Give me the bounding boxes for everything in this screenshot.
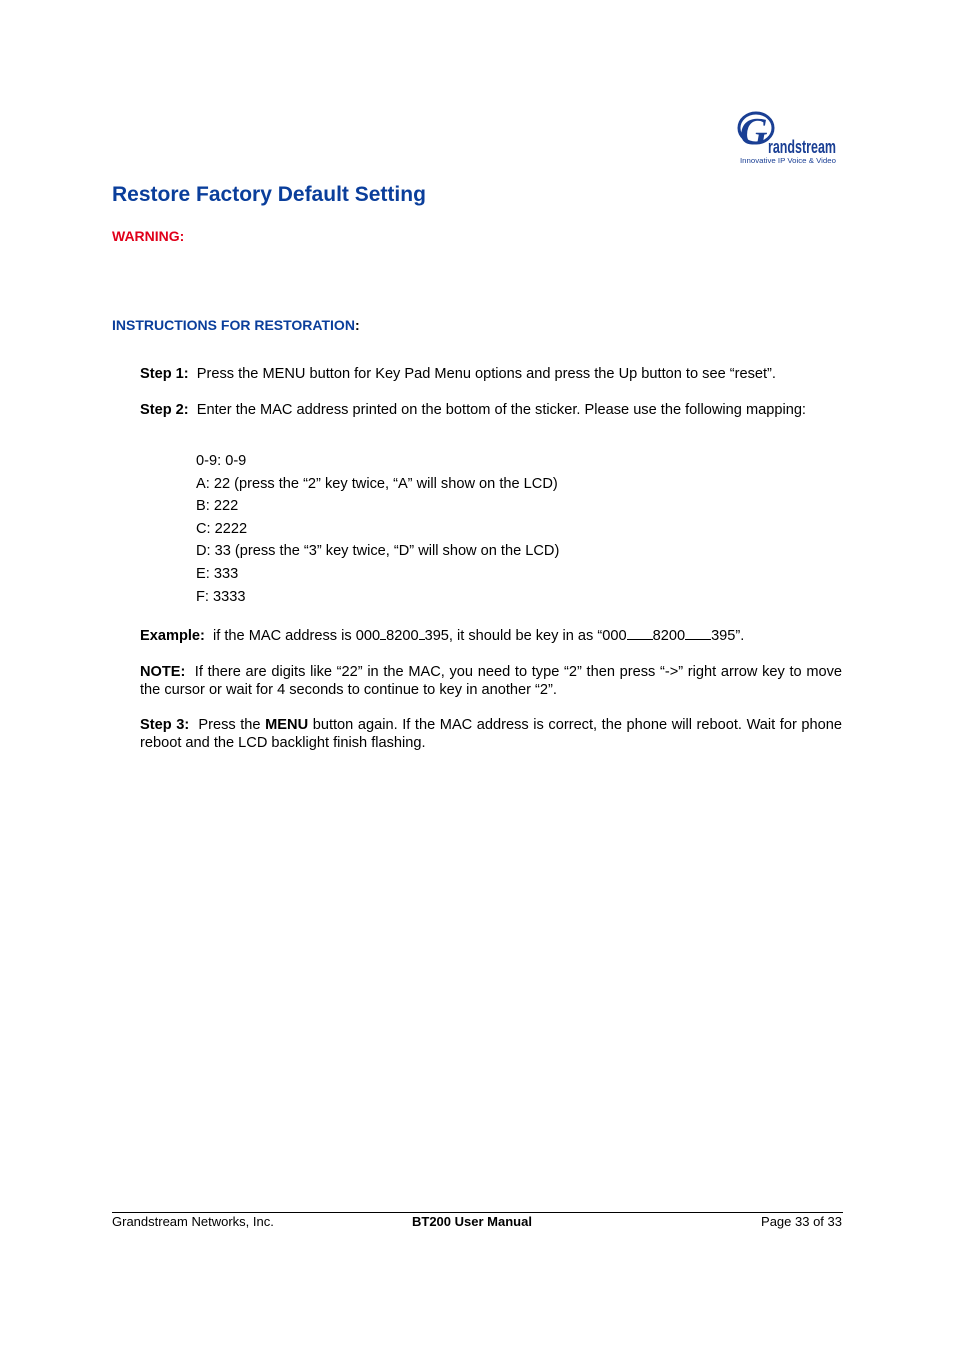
step-1 [140,365,842,383]
example-label: Example: [140,628,205,644]
footer-company: Grandstream Networks, Inc. [112,1214,274,1229]
step-3-label: Step 3: [140,717,190,733]
key-pause-blank [627,627,653,640]
step-1-text: Press the MENU button for Key Pad Menu options and press the Up button to see “reset”. [196,366,776,382]
step-2 [140,401,842,419]
mapping-item: B: 222 [196,498,239,515]
instructions-label: INSTRUCTIONS FOR RESTORATION [112,317,355,333]
example [140,627,842,645]
logo-initial: G [740,111,768,153]
step-2-text: Enter the MAC address printed on the bottom of the sticker. Please use the following mapping: [196,402,806,418]
mapping-item: D: 33 (press the “3” key twice, “D” will show on the LCD) [196,543,560,560]
footer-page-number: Page 33 of 33 [761,1214,842,1229]
example-part-4: 8200 [652,628,686,644]
mapping-item: F: 3333 [196,588,246,605]
note [140,663,842,699]
instructions-colon: : [354,317,360,333]
step-3-menu-bold: MENU [265,717,309,733]
note-text: If there are digits like “22” in the MAC, you need to type “2” then press “->” right arrow key to move the cursor or wait for 4 seconds to continue to key in another “2”. [140,664,843,698]
logo-tagline: Innovative IP Voice & Video [740,158,837,165]
step-3 [140,716,842,752]
grandstream-logo [736,106,842,166]
mapping-item: C: 2222 [196,520,248,537]
mapping-item: E: 333 [196,565,239,582]
note-label: NOTE: [140,664,186,680]
key-pause-blank [685,627,711,640]
example-part-2: 8200 [386,628,419,644]
step-3-text-after: button again. If the MAC address is correct, the phone will reboot. Wait for phone reboot and the LCD backlight finish flashing. [140,717,843,751]
instructions-heading [112,317,360,333]
key-mapping-list [196,450,559,608]
step-3-text-before: Press the [198,717,261,733]
example-part-5: 395”. [711,628,745,644]
warning-label: WARNING: [112,228,185,244]
step-1-label: Step 1: [140,366,189,382]
footer-divider [112,1212,843,1213]
step-2-label: Step 2: [140,402,189,418]
page-heading: Restore Factory Default Setting [112,183,426,206]
mapping-item: 0-9: 0-9 [196,453,247,469]
example-part-3: 395, it should be key in as “000 [424,628,627,644]
example-text-start: if the MAC address is 000 [213,628,381,644]
footer-manual-title: BT200 User Manual [412,1214,532,1229]
mapping-item: A: 22 (press the “2” key twice, “A” will show on the LCD) [196,475,558,492]
logo-wordmark: randstream [768,137,836,157]
